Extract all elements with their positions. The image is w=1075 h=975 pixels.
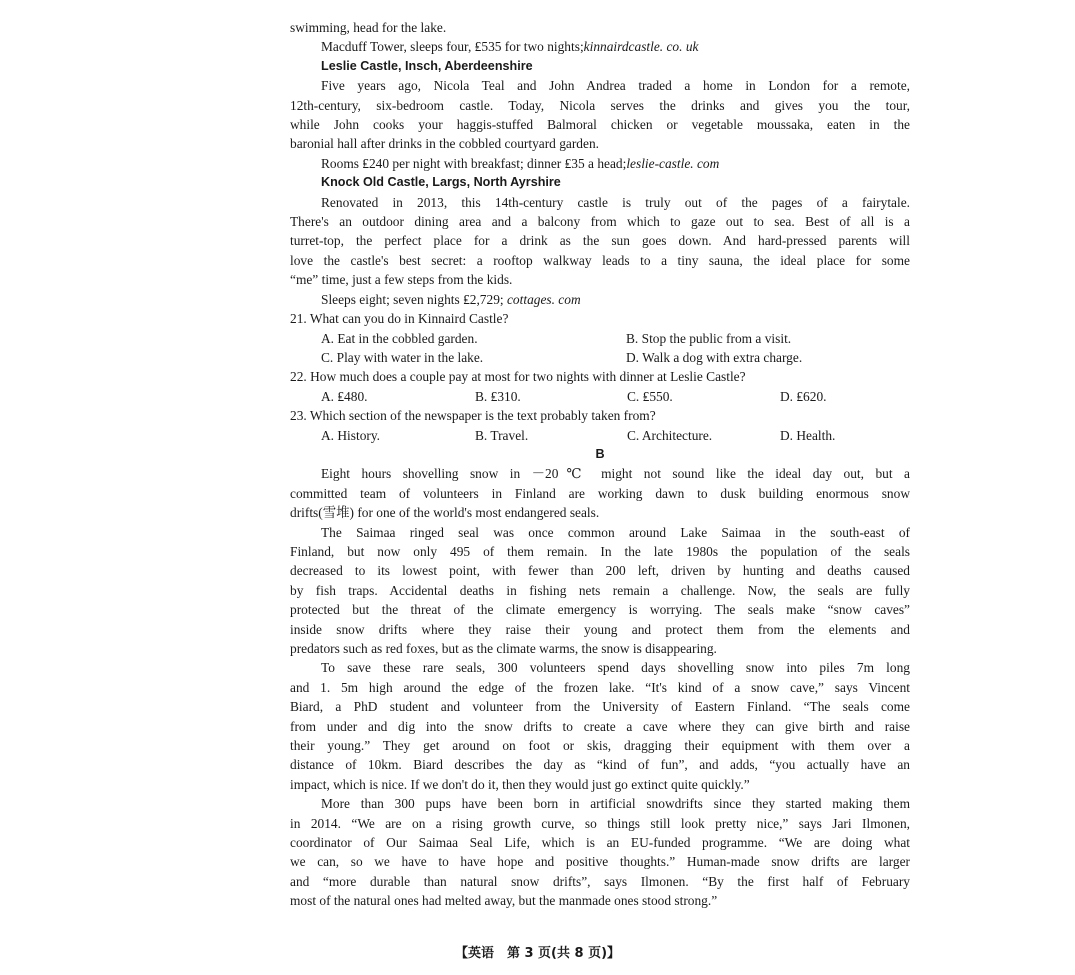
- text-line: Eight hours shovelling snow in －20℃ might not sound like the ideal day out, but a: [321, 466, 910, 482]
- option-a[interactable]: A. History.: [321, 427, 381, 443]
- text-line: and “more durable than natural snow drifts”, says Ilmonen. “By the first half of February: [290, 873, 910, 889]
- text-line: 12th-century, six-bedroom castle. Today, Nicola serves the drinks and gives you the tour,: [290, 97, 910, 113]
- page-footer: 【英语 第 3 页(共 8 页)】: [454, 946, 621, 961]
- text-line: decreased to its lowest point, with fewer than 200 left, driven by hunting and deaths caused: [290, 563, 910, 579]
- section-b-heading: B: [595, 446, 605, 461]
- text-line: “me” time, just a few steps from the kids.: [290, 272, 513, 288]
- kinnaird-booking-info: Macduff Tower, sleeps four, ₤535 for two nights;kinnairdcastle. co. uk: [321, 39, 699, 55]
- question-21-options-row2: [290, 348, 910, 367]
- question-21-stem: 21. What can you do in Kinnaird Castle?: [290, 311, 509, 327]
- option-b[interactable]: B. Travel.: [475, 427, 529, 443]
- text-line: love the castle's best secret: a rooftop walkway leads to a tiny sauna, the ideal place for some: [290, 252, 910, 268]
- option-a[interactable]: A. Eat in the cobbled garden.: [321, 330, 478, 346]
- text-line: Finland, but now only 495 of them remain. In the late 1980s the population of the seals: [290, 543, 910, 559]
- text-line: by fish traps. Accidental deaths in fishing nets remain a challenge. Now, the seals are fully: [290, 582, 910, 598]
- knock-castle-title: Knock Old Castle, Largs, North Ayrshire: [321, 175, 561, 190]
- text-line: coordinator of Our Saimaa Seal Life, which is an EU-funded programme. “We are doing what: [290, 835, 910, 851]
- leslie-castle-title: Leslie Castle, Insch, Aberdeenshire: [321, 58, 533, 73]
- question-23-options: [290, 426, 910, 445]
- text-line: predators such as red foxes, but as the climate warms, the snow is disappearing.: [290, 641, 717, 656]
- option-d[interactable]: D. Health.: [780, 427, 836, 443]
- text-line: More than 300 pups have been born in artificial snowdrifts since they started making them: [321, 796, 910, 812]
- text-line: committed team of volunteers in Finland are working dawn to dusk building enormous snow: [290, 485, 910, 501]
- text-line: turret-top, the perfect place for a drink as the sun goes down. And hard-pressed parents will: [290, 233, 910, 249]
- option-d[interactable]: D. ₤620.: [780, 388, 827, 404]
- text-line: Five years ago, Nicola Teal and John Andrea traded a home in London for a remote,: [321, 78, 910, 94]
- option-b[interactable]: B. Stop the public from a visit.: [626, 330, 792, 346]
- option-b[interactable]: B. ₤310.: [475, 388, 521, 404]
- text-line: distance of 10km. Biard describes the day as “kind of fun”, and adds, “you actually have an: [290, 757, 910, 773]
- leslie-booking-info: Rooms ₤240 per night with breakfast; dinner ₤35 a head;leslie-castle. com: [321, 155, 720, 171]
- website-link: leslie-castle. com: [626, 155, 720, 171]
- text-line: drifts(雪堆) for one of the world's most endangered seals.: [290, 505, 600, 521]
- text-line: from under and dig into the snow drifts to create a cave where they can give birth and raise: [290, 718, 910, 734]
- option-c[interactable]: C. ₤550.: [627, 388, 673, 404]
- question-21-options: [290, 329, 910, 348]
- text-line: Biard, a PhD student and volunteer from the University of Eastern Finland. “The seals come: [290, 699, 910, 715]
- text-line: There's an outdoor dining area and a balcony from which to gaze out to sea. Best of all is a: [290, 214, 910, 230]
- question-23-stem: 23. Which section of the newspaper is the text probably taken from?: [290, 408, 656, 424]
- text-line: and 1. 5m high around the edge of the frozen lake. “It's kind of a snow cave,” says Vincent: [290, 679, 910, 695]
- text-line: The Saimaa ringed seal was once common around Lake Saimaa in the south-east of: [321, 524, 910, 540]
- text-line: Renovated in 2013, this 14th-century castle is truly out of the pages of a fairytale.: [321, 194, 910, 210]
- text-line: protected but the threat of the climate emergency is worrying. The seals make “snow caves”: [290, 602, 910, 618]
- text-line: we can, so we have to have hope and positive thoughts.” Human-made snow drifts are larger: [290, 854, 910, 870]
- knock-booking-info: Sleeps eight; seven nights ₤2,729; cottages. com: [321, 291, 581, 307]
- text-line: swimming, head for the lake.: [290, 20, 447, 35]
- option-a[interactable]: A. ₤480.: [321, 388, 368, 404]
- option-c[interactable]: C. Play with water in the lake.: [321, 349, 484, 365]
- website-link: cottages. com: [506, 291, 581, 307]
- text-line: most of the natural ones had melted away, but the manmade ones stood strong.”: [290, 893, 718, 909]
- option-d[interactable]: D. Walk a dog with extra charge.: [626, 349, 803, 365]
- text-line: their young.” They get around on foot or skis, dragging their equipment with them over a: [290, 738, 910, 754]
- text-line: baronial hall after drinks in the cobbled courtyard garden.: [290, 136, 599, 152]
- question-22-options: [290, 387, 910, 406]
- option-c[interactable]: C. Architecture.: [627, 427, 713, 443]
- text-line: impact, which is nice. If we don't do it, then they would just go extinct quite quickly.”: [290, 776, 750, 792]
- text-line: while John cooks your haggis-stuffed Balmoral chicken or vegetable moussaka, eaten in the: [290, 117, 910, 133]
- exam-page: [290, 18, 910, 911]
- question-22-stem: 22. How much does a couple pay at most for two nights with dinner at Leslie Castle?: [290, 369, 746, 385]
- text-line: To save these rare seals, 300 volunteers spend days shovelling snow into piles 7m long: [321, 660, 910, 676]
- text-line: inside snow drifts where they raise their young and protect them from the elements and: [290, 621, 910, 637]
- website-link: kinnairdcastle. co. uk: [583, 39, 699, 55]
- text-line: in 2014. “We are on a rising growth curve, so things still look pretty nice,” says Jari Ilmonen,: [290, 815, 910, 831]
